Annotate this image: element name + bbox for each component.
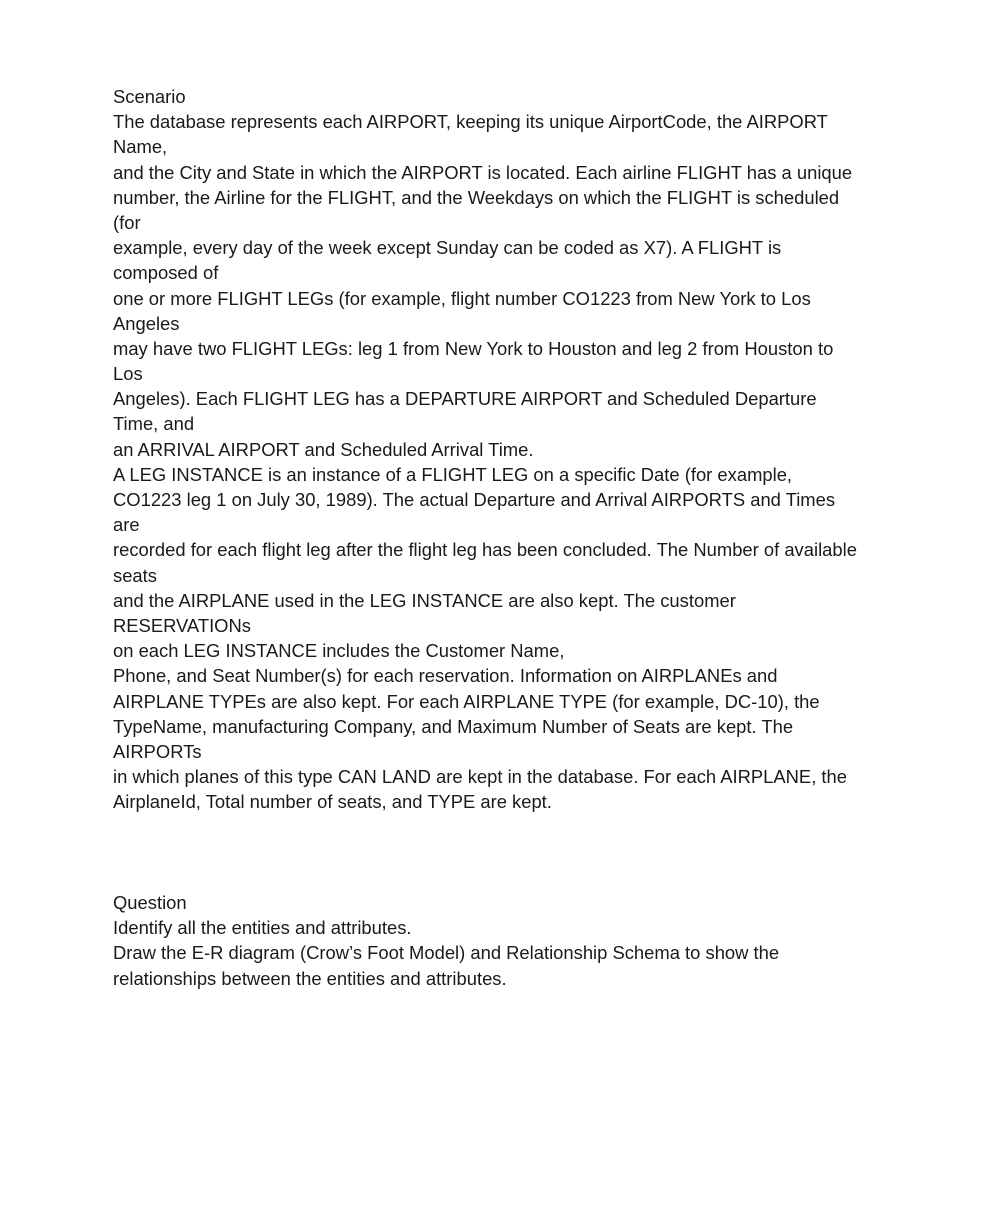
scenario-line: Angeles). Each FLIGHT LEG has a DEPARTURE AIRPORT and Scheduled Departure — [113, 388, 817, 410]
section-spacer — [113, 814, 913, 890]
scenario-line: number, the Airline for the FLIGHT, and the Weekdays on which the FLIGHT is scheduled — [113, 186, 840, 208]
scenario-line: one or more FLIGHT LEGs (for example, flight number CO1223 from New York to Los — [113, 287, 811, 309]
scenario-line: CO1223 leg 1 on July 30, 1989). The actual Departure and Arrival AIRPORTS and Times — [113, 489, 836, 510]
question-heading: Question — [113, 892, 187, 914]
scenario-line: AIRPORTs — [113, 740, 202, 762]
scenario-line: recorded for each flight leg after the flight leg has been concluded. The Number of available — [113, 539, 857, 561]
scenario-line: RESERVATIONs — [113, 614, 251, 636]
scenario-line: (for — [113, 211, 141, 233]
scenario-line: and the City and State in which the AIRPORT is located. Each airline FLIGHT has a unique — [113, 161, 853, 183]
scenario-line: TypeName, manufacturing Company, and Maximum Number of Seats are kept. The — [113, 715, 794, 737]
scenario-line: on each LEG INSTANCE includes the Customer Name, — [113, 640, 565, 662]
scenario-line: seats — [113, 564, 157, 586]
document-page — [113, 84, 913, 991]
scenario-line: example, every day of the week except Sunday can be coded as X7). A FLIGHT is — [113, 237, 782, 259]
scenario-line: composed of — [113, 262, 219, 284]
scenario-line: in which planes of this type CAN LAND are kept in the database. For each AIRPLANE, the — [113, 766, 847, 788]
scenario-line: Angeles — [113, 312, 180, 334]
scenario-line: AirplaneId, Total number of seats, and TYPE are kept. — [113, 791, 552, 813]
scenario-line: Name, — [113, 136, 168, 158]
scenario-line: Time, and — [113, 413, 195, 435]
scenario-line: and the AIRPLANE used in the LEG INSTANCE are also kept. The customer — [113, 589, 736, 611]
question-body — [113, 915, 913, 991]
question-line: Identify all the entities and attributes. — [113, 917, 412, 939]
scenario-line: an ARRIVAL AIRPORT and Scheduled Arrival Time. — [113, 438, 534, 460]
scenario-line: A LEG INSTANCE is an instance of a FLIGHT LEG on a specific Date (for example, — [113, 463, 793, 485]
scenario-heading: Scenario — [113, 86, 186, 107]
scenario-line: AIRPLANE TYPEs are also kept. For each AIRPLANE TYPE (for example, DC-10), the — [113, 690, 820, 712]
scenario-body — [113, 109, 913, 814]
scenario-line: are — [113, 514, 140, 536]
scenario-line: may have two FLIGHT LEGs: leg 1 from New York to Houston and leg 2 from Houston to — [113, 337, 834, 359]
question-line: relationships between the entities and attributes. — [113, 967, 507, 989]
question-line: Draw the E-R diagram (Crow’s Foot Model) and Relationship Schema to show the — [113, 942, 780, 964]
scenario-line: Phone, and Seat Number(s) for each reservation. Information on AIRPLANEs and — [113, 665, 778, 687]
scenario-line: Los — [113, 363, 143, 385]
scenario-line: The database represents each AIRPORT, keeping its unique AirportCode, the AIRPORT — [113, 111, 828, 133]
